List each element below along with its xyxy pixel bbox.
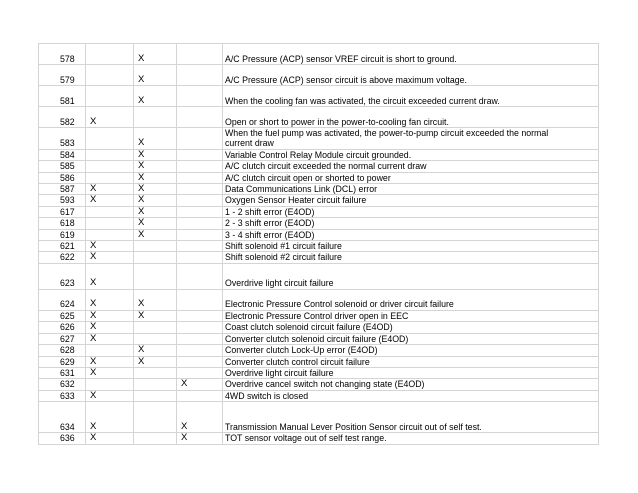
- dtc-table: [38, 43, 599, 445]
- flag-cell-col2: X: [86, 310, 134, 321]
- flag-cell-col3: [134, 263, 177, 289]
- description-cell: A/C Pressure (ACP) sensor VREF circuit is short to ground.: [223, 44, 599, 65]
- flag-cell-col4: [177, 149, 223, 160]
- flag-cell-col2: X: [86, 356, 134, 367]
- flag-cell-col3: [134, 379, 177, 390]
- flag-cell-col4: [177, 310, 223, 321]
- flag-cell-col2: X: [86, 322, 134, 333]
- flag-cell-col4: [177, 44, 223, 65]
- flag-cell-col3: X: [134, 356, 177, 367]
- flag-cell-col4: [177, 86, 223, 107]
- flag-cell-col3: X: [134, 195, 177, 206]
- description-cell: Overdrive light circuit failure: [223, 263, 599, 289]
- flag-cell-col3: X: [134, 161, 177, 172]
- code-cell: 624: [39, 289, 86, 310]
- flag-cell-col4: [177, 195, 223, 206]
- flag-cell-col3: [134, 367, 177, 378]
- flag-cell-col2: [86, 172, 134, 183]
- flag-cell-col2: [86, 218, 134, 229]
- flag-cell-col4: [177, 172, 223, 183]
- flag-cell-col3: [134, 402, 177, 433]
- flag-cell-col3: X: [134, 149, 177, 160]
- flag-cell-col3: [134, 252, 177, 263]
- flag-cell-col2: X: [86, 184, 134, 195]
- flag-cell-col2: [86, 128, 134, 150]
- code-cell: 628: [39, 345, 86, 356]
- code-cell: 626: [39, 322, 86, 333]
- code-cell: 633: [39, 390, 86, 401]
- table-body: [39, 44, 599, 445]
- flag-cell-col3: [134, 107, 177, 128]
- flag-cell-col2: X: [86, 289, 134, 310]
- table-row: [39, 172, 599, 183]
- flag-cell-col4: [177, 333, 223, 344]
- code-cell: 623: [39, 263, 86, 289]
- flag-cell-col3: X: [134, 128, 177, 150]
- description-cell: Overdrive cancel switch not changing state (E4OD): [223, 379, 599, 390]
- flag-cell-col2: [86, 44, 134, 65]
- table-row: [39, 229, 599, 240]
- flag-cell-col3: X: [134, 218, 177, 229]
- table-row: [39, 289, 599, 310]
- table-row: [39, 128, 599, 150]
- description-cell: A/C Pressure (ACP) sensor circuit is above maximum voltage.: [223, 65, 599, 86]
- code-cell: 632: [39, 379, 86, 390]
- flag-cell-col2: X: [86, 241, 134, 252]
- table-row: [39, 402, 599, 433]
- table-row: [39, 367, 599, 378]
- code-cell: 579: [39, 65, 86, 86]
- flag-cell-col4: X: [177, 379, 223, 390]
- flag-cell-col3: [134, 333, 177, 344]
- flag-cell-col2: [86, 345, 134, 356]
- table-row: [39, 356, 599, 367]
- table-row: [39, 252, 599, 263]
- code-cell: 622: [39, 252, 86, 263]
- description-cell: Coast clutch solenoid circuit failure (E4OD): [223, 322, 599, 333]
- description-cell: Variable Control Relay Module circuit grounded.: [223, 149, 599, 160]
- flag-cell-col3: X: [134, 65, 177, 86]
- flag-cell-col2: X: [86, 433, 134, 444]
- table-row: [39, 107, 599, 128]
- table-row: [39, 379, 599, 390]
- description-cell: When the fuel pump was activated, the power-to-pump circuit exceeded the normal current draw: [223, 128, 599, 150]
- flag-cell-col2: X: [86, 107, 134, 128]
- table-row: [39, 184, 599, 195]
- table-row: [39, 86, 599, 107]
- code-cell: 585: [39, 161, 86, 172]
- flag-cell-col2: [86, 229, 134, 240]
- code-cell: 593: [39, 195, 86, 206]
- table-row: [39, 433, 599, 444]
- code-cell: 617: [39, 206, 86, 217]
- code-cell: 636: [39, 433, 86, 444]
- flag-cell-col4: [177, 263, 223, 289]
- flag-cell-col3: X: [134, 172, 177, 183]
- description-cell: Shift solenoid #2 circuit failure: [223, 252, 599, 263]
- flag-cell-col4: [177, 322, 223, 333]
- table-row: [39, 345, 599, 356]
- flag-cell-col2: [86, 379, 134, 390]
- flag-cell-col2: [86, 86, 134, 107]
- flag-cell-col3: X: [134, 229, 177, 240]
- description-cell: Open or short to power in the power-to-cooling fan circuit.: [223, 107, 599, 128]
- flag-cell-col3: X: [134, 44, 177, 65]
- spreadsheet: [38, 43, 598, 445]
- table-row: [39, 263, 599, 289]
- code-cell: 631: [39, 367, 86, 378]
- code-cell: 621: [39, 241, 86, 252]
- table-row: [39, 218, 599, 229]
- flag-cell-col3: X: [134, 345, 177, 356]
- flag-cell-col2: [86, 206, 134, 217]
- description-cell: 1 - 2 shift error (E4OD): [223, 206, 599, 217]
- description-cell: 2 - 3 shift error (E4OD): [223, 218, 599, 229]
- code-cell: 619: [39, 229, 86, 240]
- flag-cell-col3: [134, 390, 177, 401]
- flag-cell-col4: [177, 289, 223, 310]
- description-cell: Converter clutch solenoid circuit failure (E4OD): [223, 333, 599, 344]
- description-cell: When the cooling fan was activated, the circuit exceeded current draw.: [223, 86, 599, 107]
- flag-cell-col2: [86, 149, 134, 160]
- flag-cell-col4: X: [177, 433, 223, 444]
- code-cell: 627: [39, 333, 86, 344]
- flag-cell-col4: [177, 241, 223, 252]
- description-cell: Converter clutch control circuit failure: [223, 356, 599, 367]
- description-cell: Overdrive light circuit failure: [223, 367, 599, 378]
- description-cell: Electronic Pressure Control driver open in EEC: [223, 310, 599, 321]
- flag-cell-col2: X: [86, 195, 134, 206]
- code-cell: 584: [39, 149, 86, 160]
- flag-cell-col4: [177, 65, 223, 86]
- description-cell: Transmission Manual Lever Position Sensor circuit out of self test.: [223, 402, 599, 433]
- flag-cell-col4: [177, 161, 223, 172]
- flag-cell-col2: X: [86, 390, 134, 401]
- description-cell: 4WD switch is closed: [223, 390, 599, 401]
- flag-cell-col2: X: [86, 402, 134, 433]
- code-cell: 625: [39, 310, 86, 321]
- table-row: [39, 310, 599, 321]
- flag-cell-col2: X: [86, 367, 134, 378]
- code-cell: 629: [39, 356, 86, 367]
- description-cell: Oxygen Sensor Heater circuit failure: [223, 195, 599, 206]
- flag-cell-col3: X: [134, 86, 177, 107]
- table-row: [39, 149, 599, 160]
- table-row: [39, 195, 599, 206]
- description-cell: TOT sensor voltage out of self test range.: [223, 433, 599, 444]
- description-cell: Converter clutch Lock-Up error (E4OD): [223, 345, 599, 356]
- code-cell: 581: [39, 86, 86, 107]
- description-cell: Shift solenoid #1 circuit failure: [223, 241, 599, 252]
- flag-cell-col2: X: [86, 252, 134, 263]
- flag-cell-col4: [177, 390, 223, 401]
- code-cell: 587: [39, 184, 86, 195]
- flag-cell-col3: [134, 433, 177, 444]
- flag-cell-col3: X: [134, 206, 177, 217]
- description-cell: 3 - 4 shift error (E4OD): [223, 229, 599, 240]
- flag-cell-col4: [177, 206, 223, 217]
- flag-cell-col4: [177, 107, 223, 128]
- code-cell: 583: [39, 128, 86, 150]
- table-row: [39, 65, 599, 86]
- flag-cell-col3: [134, 241, 177, 252]
- table-row: [39, 206, 599, 217]
- flag-cell-col2: X: [86, 333, 134, 344]
- table-row: [39, 241, 599, 252]
- description-cell: A/C clutch circuit exceeded the normal current draw: [223, 161, 599, 172]
- table-row: [39, 322, 599, 333]
- flag-cell-col4: [177, 367, 223, 378]
- description-cell: Electronic Pressure Control solenoid or driver circuit failure: [223, 289, 599, 310]
- flag-cell-col4: [177, 356, 223, 367]
- flag-cell-col2: [86, 161, 134, 172]
- flag-cell-col3: [134, 322, 177, 333]
- table-row: [39, 333, 599, 344]
- flag-cell-col4: [177, 184, 223, 195]
- flag-cell-col3: X: [134, 184, 177, 195]
- code-cell: 578: [39, 44, 86, 65]
- flag-cell-col4: [177, 345, 223, 356]
- flag-cell-col2: X: [86, 263, 134, 289]
- flag-cell-col4: [177, 128, 223, 150]
- table-row: [39, 161, 599, 172]
- flag-cell-col4: [177, 252, 223, 263]
- code-cell: 586: [39, 172, 86, 183]
- code-cell: 618: [39, 218, 86, 229]
- flag-cell-col2: [86, 65, 134, 86]
- table-row: [39, 44, 599, 65]
- flag-cell-col4: X: [177, 402, 223, 433]
- code-cell: 582: [39, 107, 86, 128]
- description-cell: A/C clutch circuit open or shorted to power: [223, 172, 599, 183]
- code-cell: 634: [39, 402, 86, 433]
- description-cell: Data Communications Link (DCL) error: [223, 184, 599, 195]
- flag-cell-col4: [177, 218, 223, 229]
- table-row: [39, 390, 599, 401]
- flag-cell-col3: X: [134, 289, 177, 310]
- flag-cell-col4: [177, 229, 223, 240]
- flag-cell-col3: X: [134, 310, 177, 321]
